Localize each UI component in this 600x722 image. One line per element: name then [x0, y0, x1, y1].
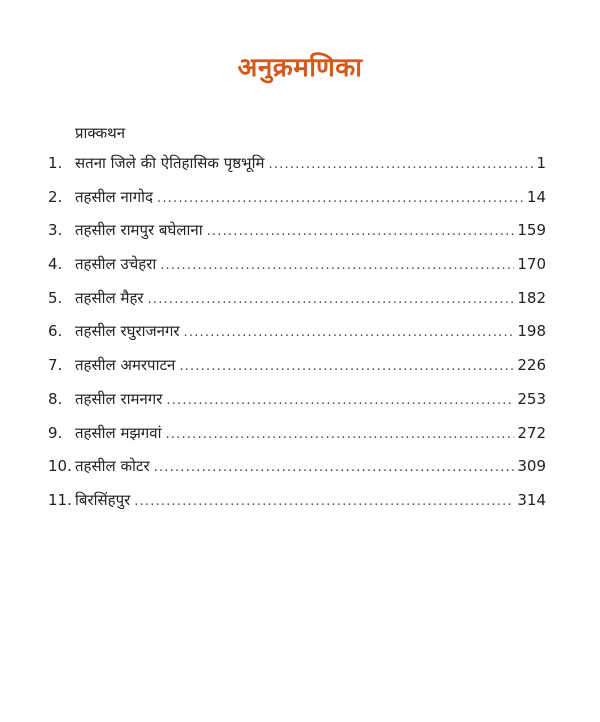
toc-entry[interactable]: [48, 321, 546, 355]
dot-leader: [179, 359, 514, 374]
toc-entry-number: 8.: [48, 389, 63, 408]
toc-entry[interactable]: [48, 456, 546, 490]
toc-entry-number: 6.: [48, 322, 63, 341]
toc-entry-page: 14: [526, 187, 546, 206]
toc-entry-number: 9.: [48, 423, 63, 442]
toc-entry-number: 1.: [48, 154, 63, 172]
toc-entry-title: तहसील रामनगर: [75, 389, 163, 408]
toc-entry[interactable]: [48, 423, 546, 457]
toc-entry[interactable]: [48, 389, 546, 423]
toc-entry-page: 182: [517, 288, 546, 307]
toc-entry[interactable]: [48, 153, 546, 187]
toc-entry[interactable]: [48, 220, 546, 254]
dot-leader: [154, 460, 515, 475]
toc-entry-title: तहसील अमरपाटन: [75, 356, 176, 375]
toc-entry-title: तहसील रघुराजनगर: [75, 322, 180, 341]
dot-leader: [157, 191, 524, 206]
dot-leader: [165, 427, 514, 442]
dot-leader: [268, 157, 533, 172]
toc-entry-number: 3.: [48, 221, 63, 240]
dot-leader: [184, 325, 515, 340]
toc-entry-number: 11.: [48, 490, 72, 509]
toc-entry-page: 272: [517, 423, 546, 442]
preface-label: प्राक्कथन: [75, 124, 126, 142]
toc-entry-title: तहसील कोटर: [75, 457, 150, 476]
toc-entry-page: 170: [517, 255, 546, 274]
toc-entry-page: 309: [517, 457, 546, 476]
toc-entry[interactable]: [48, 288, 546, 322]
toc-entry[interactable]: [48, 254, 546, 288]
toc-entry-title: तहसील नागोद: [75, 187, 153, 206]
dot-leader: [160, 258, 514, 273]
toc-entry-page: 159: [517, 221, 546, 240]
toc-entry-title: तहसील मझगवां: [75, 423, 162, 442]
toc-entry[interactable]: [48, 355, 546, 389]
toc-entry-title: तहसील रामपुर बघेलाना: [75, 221, 203, 240]
toc-entry-title: तहसील उचेहरा: [75, 255, 157, 274]
toc-entry-page: 1: [536, 154, 546, 172]
toc-entry[interactable]: [48, 187, 546, 221]
toc-entry[interactable]: [48, 490, 546, 524]
toc-entry-page: 314: [517, 490, 546, 509]
toc-entry-number: 2.: [48, 187, 63, 206]
page-title: अनुक्रमणिका: [237, 53, 363, 83]
dot-leader: [207, 224, 515, 239]
toc-entry-title: सतना जिले की ऐतिहासिक पृष्ठभूमि: [75, 154, 265, 172]
toc-entry-title: बिरसिंहपुर: [75, 490, 131, 509]
dot-leader: [134, 494, 514, 509]
toc-entry-number: 5.: [48, 288, 63, 307]
toc-entry-page: 226: [517, 356, 546, 375]
table-of-contents: [48, 153, 546, 524]
toc-entry-number: 10.: [48, 457, 72, 476]
toc-entry-page: 253: [517, 389, 546, 408]
toc-entry-title: तहसील मैहर: [75, 288, 144, 307]
dot-leader: [166, 393, 514, 408]
toc-entry-page: 198: [517, 322, 546, 341]
toc-entry-number: 4.: [48, 255, 63, 274]
dot-leader: [148, 292, 515, 307]
toc-entry-number: 7.: [48, 356, 63, 375]
